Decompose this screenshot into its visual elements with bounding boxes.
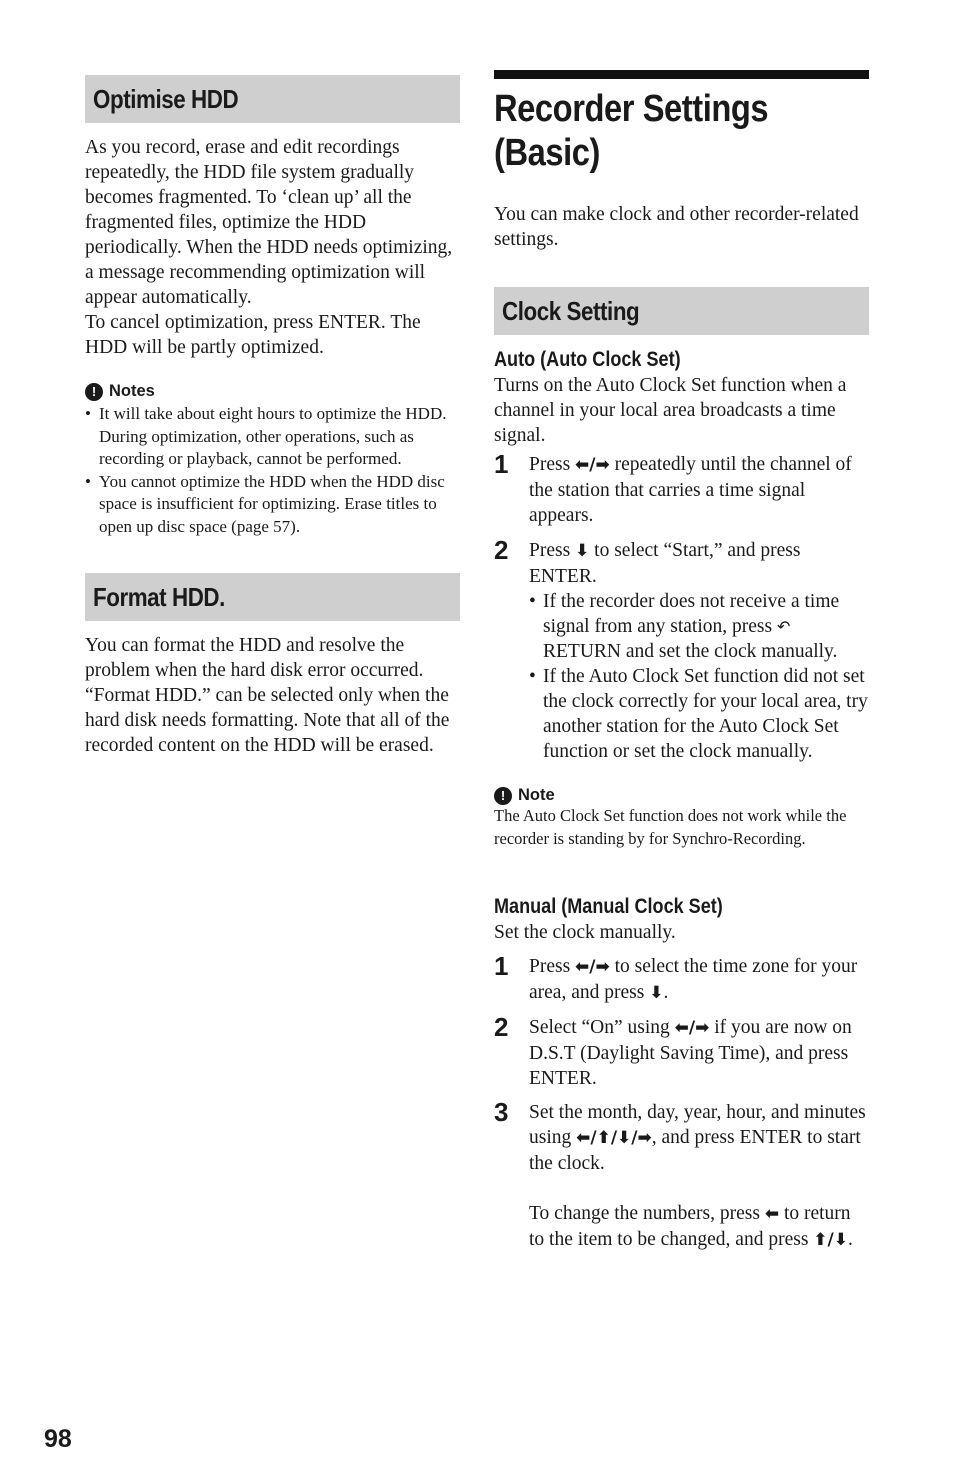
manual-clock-heading: Manual (Manual Clock Set) [494,895,723,918]
step-text: Press ⬇ to select “Start,” and press ENTER. • If the recorder does not receive a time signal from any station, press ↶ RETURN and set the clock manually. • If the Auto Clock Set function did not set the clock correctly for your local area, try another station for the Auto Clock Set function or set the clock manually. [529,538,869,764]
left-right-arrow-icon: ⬅/➡ [575,957,610,977]
auto-note [494,786,869,850]
step-number: 3 [494,1097,509,1127]
right-column [494,70,869,1253]
step-number: 2 [494,535,509,565]
step-text: Set the month, day, year, hour, and minutes using ⬅/⬆/⬇/➡, and press ENTER to start the clock. To change the numbers, press ⬅ to return to the item to be changed, and press ⬆/⬇. [529,1100,869,1253]
up-down-arrow-icon: ⬆/⬇ [813,1230,848,1250]
down-arrow-icon: ⬇ [649,983,664,1003]
step-number: 2 [494,1012,509,1042]
return-icon: ↶ [776,617,791,636]
manual-description: Set the clock manually. [494,922,676,943]
step-bullet: • If the Auto Clock Set function did not set the clock correctly for your local area, try another station for the Auto Clock Set function or set the clock manually. [529,664,869,764]
step-number: 1 [494,951,509,981]
title-rule [494,70,869,79]
optimise-notes [85,382,460,538]
note-icon: ! [494,787,512,805]
page-title: Recorder Settings (Basic) [494,88,769,174]
optimise-paragraph-2: To cancel optimization, press ENTER. The HDD will be partly optimized. [85,312,421,358]
format-hdd-body [85,633,460,758]
optimise-hdd-body [85,135,460,360]
step-text: Press ⬅/➡ repeatedly until the channel of the station that carries a time signal appears. [529,454,852,526]
auto-step-2 [494,535,869,764]
optimise-hdd-heading: Optimise HDD [85,75,460,123]
page-number: 98 [44,1425,72,1453]
note-item: • You cannot optimize the HDD when the HDD disc space is insufficient for optimizing. Erase titles to open up disc space (page 57). [85,471,460,539]
notes-list [85,403,460,538]
format-hdd-heading: Format HDD. [85,573,460,621]
auto-clock-heading: Auto (Auto Clock Set) [494,348,681,371]
auto-step-1 [494,449,869,528]
optimise-paragraph-1: As you record, erase and edit recordings repeatedly, the HDD file system gradually becomes fragmented. To ‘clean up’ all the fragmented files, optimize the HDD periodically. When the HDD needs optimizing, a message recommending optimization will appear automatically. [85,137,453,308]
format-paragraph: You can format the HDD and resolve the problem when the hard disk error occurred. “Format HDD.” can be selected only when the hard disk needs formatting. Note that all of the recorded content on the HDD will be erased. [85,635,450,756]
note-item: • It will take about eight hours to optimize the HDD. During optimization, other operations, such as recording or playback, cannot be performed. [85,403,460,471]
step-number: 1 [494,449,509,479]
auto-description: Turns on the Auto Clock Set function when a channel in your local area broadcasts a time signal. [494,375,847,446]
step-text: Select “On” using ⬅/➡ if you are now on D.S.T (Daylight Saving Time), and press ENTER. [529,1017,852,1089]
left-column [85,75,460,758]
step-text: Press ⬅/➡ to select the time zone for your area, and press ⬇. [529,956,858,1003]
manual-step-1 [494,951,869,1006]
note-icon: ! [85,383,103,401]
manual-step-3 [494,1097,869,1253]
manual-step-2 [494,1012,869,1091]
note-text: The Auto Clock Set function does not work while the recorder is standing by for Synchro-Recording. [494,806,847,848]
step-3-extra: To change the numbers, press ⬅ to return to the item to be changed, and press ⬆/⬇. [529,1203,853,1250]
step-bullet: • If the recorder does not receive a time signal from any station, press ↶ RETURN and set the clock manually. [529,589,869,664]
left-right-arrow-icon: ⬅/➡ [575,455,610,475]
intro-text: You can make clock and other recorder-related settings. [494,204,859,250]
note-heading: ! Note [494,786,869,805]
four-way-arrow-icon: ⬅/⬆/⬇/➡ [576,1128,652,1148]
left-right-arrow-icon: ⬅/➡ [674,1018,710,1038]
left-arrow-icon: ⬅ [764,1204,780,1224]
down-arrow-icon: ⬇ [575,541,590,561]
clock-setting-heading: Clock Setting [494,287,869,335]
notes-heading: ! Notes [85,382,460,401]
